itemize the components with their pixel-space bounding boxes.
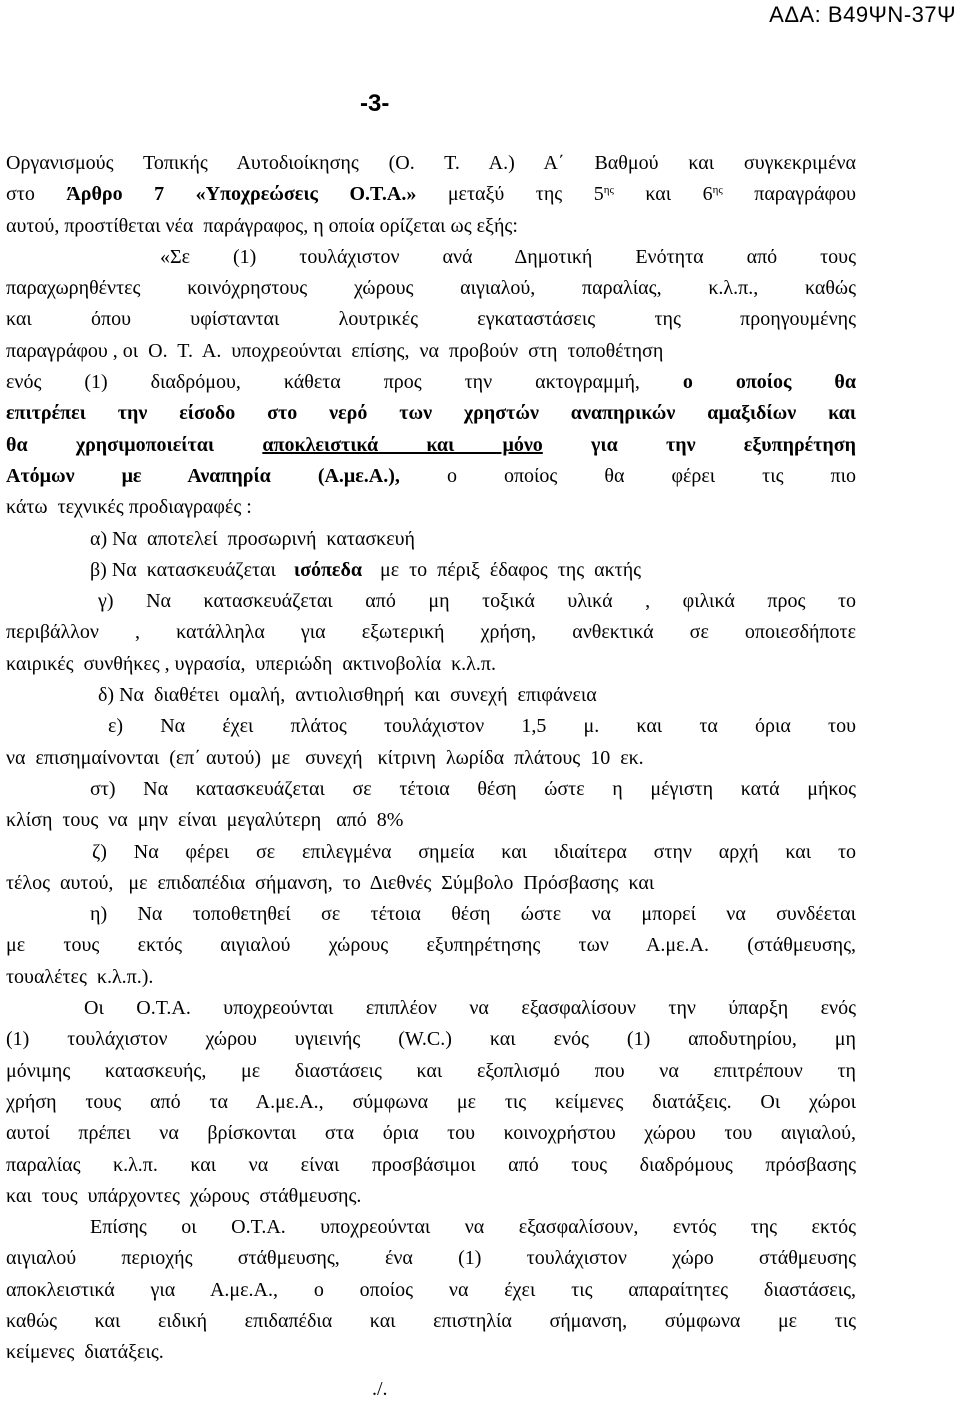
- text-line: [6, 304, 856, 335]
- text-line: [6, 617, 856, 648]
- text-segment: κείμενες διατάξεις.: [6, 1341, 164, 1364]
- text-segment: περιβάλλον , κατάλληλα για εξωτερική χρήση, ανθεκτικά σε οποιεσδήποτε: [6, 621, 856, 644]
- superscript: ης: [603, 184, 614, 197]
- text-segment: επιτρέπει την είσοδο στο νερό των χρηστών αναπηρικών αμαξιδίων και: [6, 402, 856, 425]
- text-line: [6, 1181, 856, 1212]
- text-segment: παραλίας κ.λ.π. και να είναι προσβάσιμοι από τους διαδρόμους πρόσβασης: [6, 1153, 856, 1176]
- text-segment: Επίσης οι Ο.Τ.Α. υποχρεούνται να εξασφαλίσουν, εντός της εκτός: [90, 1216, 856, 1239]
- text-segment: χρήση τους από τα Α.με.Α., σύμφωνα με τις κείμενες διατάξεις. Οι χώροι: [6, 1090, 856, 1113]
- text-line: [6, 211, 856, 242]
- text-segment: ισόπεδα: [293, 558, 362, 581]
- text-line: [6, 930, 856, 961]
- text-line: [6, 398, 856, 429]
- text-segment: αποκλειστικά και μόνο: [262, 433, 543, 456]
- text-segment: καθώς και ειδική επιδαπέδια και επιστηλία σήμανση, σύμφωνα με τις: [6, 1309, 856, 1332]
- text-line: [6, 1275, 856, 1306]
- page-number: -3-: [360, 90, 390, 117]
- text-line: [6, 524, 856, 555]
- text-line: [6, 1337, 856, 1368]
- text-segment: κάτω τεχνικές προδιαγραφές :: [6, 496, 252, 519]
- text-segment: ο οποίος θα φέρει τις πιο: [399, 464, 856, 487]
- text-segment: θα χρησιμοποιείται: [6, 433, 263, 456]
- text-segment: δ) Να διαθέτει ομαλή, αντιολισθηρή και συνεχή επιφάνεια: [98, 684, 597, 707]
- text-line: [6, 899, 856, 930]
- text-segment: αιγιαλού περιοχής στάθμευσης, ένα (1) τουλάχιστον χώρο στάθμευσης: [6, 1247, 856, 1270]
- text-line: [6, 1087, 856, 1118]
- text-segment: αποκλειστικά για Α.με.Α., ο οποίος να έχει τις απαραίτητες διαστάσεις,: [6, 1278, 856, 1301]
- text-segment: αυτού, προστίθεται νέα παράγραφος, η οποία ορίζεται ως εξής:: [6, 214, 518, 237]
- text-segment: παραγράφου , οι Ο. Τ. Α. υποχρεούνται επίσης, να προβούν στη τοποθέτηση: [6, 339, 664, 362]
- text-segment: α) Να αποτελεί προσωρινή κατασκευή: [90, 527, 415, 550]
- text-segment: και τους υπάρχοντες χώρους στάθμευσης.: [6, 1184, 362, 1207]
- text-segment: (1) τουλάχιστον χώρου υγιεινής (W.C.) και ενός (1) αποδυτηρίου, μη: [6, 1028, 856, 1051]
- text-segment: Οργανισμούς Τοπικής Αυτοδιοίκησης (Ο. Τ. Α.) Α΄ Βαθμού και συγκεκριμένα: [6, 152, 856, 174]
- text-line: [6, 1306, 856, 1337]
- text-segment: η) Να τοποθετηθεί σε τέτοια θέση ώστε να μπορεί να συνδέεται: [90, 903, 856, 926]
- text-line: [6, 743, 856, 774]
- text-segment: Οι Ο.Τ.Α. υποχρεούνται επιπλέον να εξασφαλίσουν την ύπαρξη ενός: [84, 997, 856, 1020]
- text-segment: τέλος αυτού, με επιδαπέδια σήμανση, το Διεθνές Σύμβολο Πρόσβασης και: [6, 871, 655, 894]
- document-body: [6, 148, 856, 1369]
- text-line: [6, 1118, 856, 1149]
- text-segment: τουαλέτες κ.λ.π.).: [6, 965, 154, 988]
- text-segment: καιρικές συνθήκες , υγρασία, υπεριώδη ακτινοβολία κ.λ.π.: [6, 652, 496, 675]
- text-line: [6, 148, 856, 179]
- text-segment: με το πέριξ έδαφος της ακτής: [370, 558, 642, 581]
- text-segment: παραγράφου: [722, 183, 857, 206]
- text-segment: στ) Να κατασκευάζεται σε τέτοια θέση ώστε η μέγιστη κατά μήκος: [90, 777, 856, 800]
- text-segment: να επισημαίνονται (επ΄ αυτού) με συνεχή κίτρινη λωρίδα πλάτους 10 εκ.: [6, 746, 644, 769]
- text-segment: και όπου υφίστανται λουτρικές εγκαταστάσεις της προηγουμένης: [6, 308, 856, 331]
- text-segment: παραχωρηθέντες κοινόχρηστους χώρους αιγιαλού, παραλίας, κ.λ.π., καθώς: [6, 277, 856, 300]
- text-line: [6, 336, 856, 367]
- text-segment: στο: [6, 183, 67, 206]
- text-line: [6, 242, 856, 273]
- text-line: [6, 179, 856, 210]
- text-segment: ο οποίος θα: [682, 371, 856, 394]
- text-line: [6, 1150, 856, 1181]
- text-line: [6, 1024, 856, 1055]
- text-line: [6, 993, 856, 1024]
- text-line: [6, 492, 856, 523]
- text-segment: μόνιμης κατασκευής, με διαστάσεις και εξοπλισμό που να επιτρέπουν τη: [6, 1059, 856, 1082]
- text-line: [6, 962, 856, 993]
- text-line: [6, 555, 856, 586]
- text-segment: γ) Να κατασκευάζεται από μη τοξικά υλικά , φιλικά προς το: [98, 590, 856, 613]
- text-segment: μεταξύ της 5: [416, 183, 604, 206]
- text-line: [6, 805, 856, 836]
- text-segment: β) Να κατασκευάζεται: [90, 558, 286, 581]
- text-line: [6, 586, 856, 617]
- text-line: [6, 649, 856, 680]
- text-line: [6, 273, 856, 304]
- text-segment: ε) Να έχει πλάτος τουλάχιστον 1,5 μ. και τα όρια του: [108, 715, 856, 738]
- text-segment: ενός (1) διαδρόμου, κάθετα προς την ακτογραμμή,: [6, 371, 683, 394]
- text-line: [6, 430, 856, 461]
- text-segment: Ατόμων με Αναπηρία (Α.με.Α.),: [6, 464, 400, 487]
- end-mark: ./.: [372, 1378, 388, 1400]
- text-line: [6, 837, 856, 868]
- text-segment: για την εξυπηρέτηση: [542, 433, 857, 456]
- text-line: [6, 868, 856, 899]
- text-line: [6, 367, 856, 398]
- text-segment: κλίση τους να μην είναι μεγαλύτερη από 8%: [6, 809, 404, 832]
- text-segment: με τους εκτός αιγιαλού χώρους εξυπηρέτησης των Α.με.Α. (στάθμευσης,: [6, 934, 856, 957]
- text-line: [6, 1056, 856, 1087]
- text-segment: και 6: [613, 183, 713, 206]
- text-segment: ζ) Να φέρει σε επιλεγμένα σημεία και ιδιαίτερα στην αρχή και το: [92, 840, 856, 863]
- text-line: [6, 461, 856, 492]
- text-line: [6, 1243, 856, 1274]
- text-line: [6, 1212, 856, 1243]
- text-segment: Άρθρο 7 «Υποχρεώσεις Ο.Τ.Α.»: [66, 183, 417, 206]
- text-segment: «Σε (1) τουλάχιστον ανά Δημοτική Ενότητα από τους: [160, 245, 856, 268]
- text-segment: αυτοί πρέπει να βρίσκονται στα όρια του κοινοχρήστου χώρου του αιγιαλού,: [6, 1122, 856, 1145]
- superscript: ης: [712, 184, 723, 197]
- text-line: [6, 680, 856, 711]
- ada-code: ΑΔΑ: Β49ΨΝ-37Ψ: [769, 2, 956, 27]
- text-line: [6, 711, 856, 742]
- text-line: [6, 774, 856, 805]
